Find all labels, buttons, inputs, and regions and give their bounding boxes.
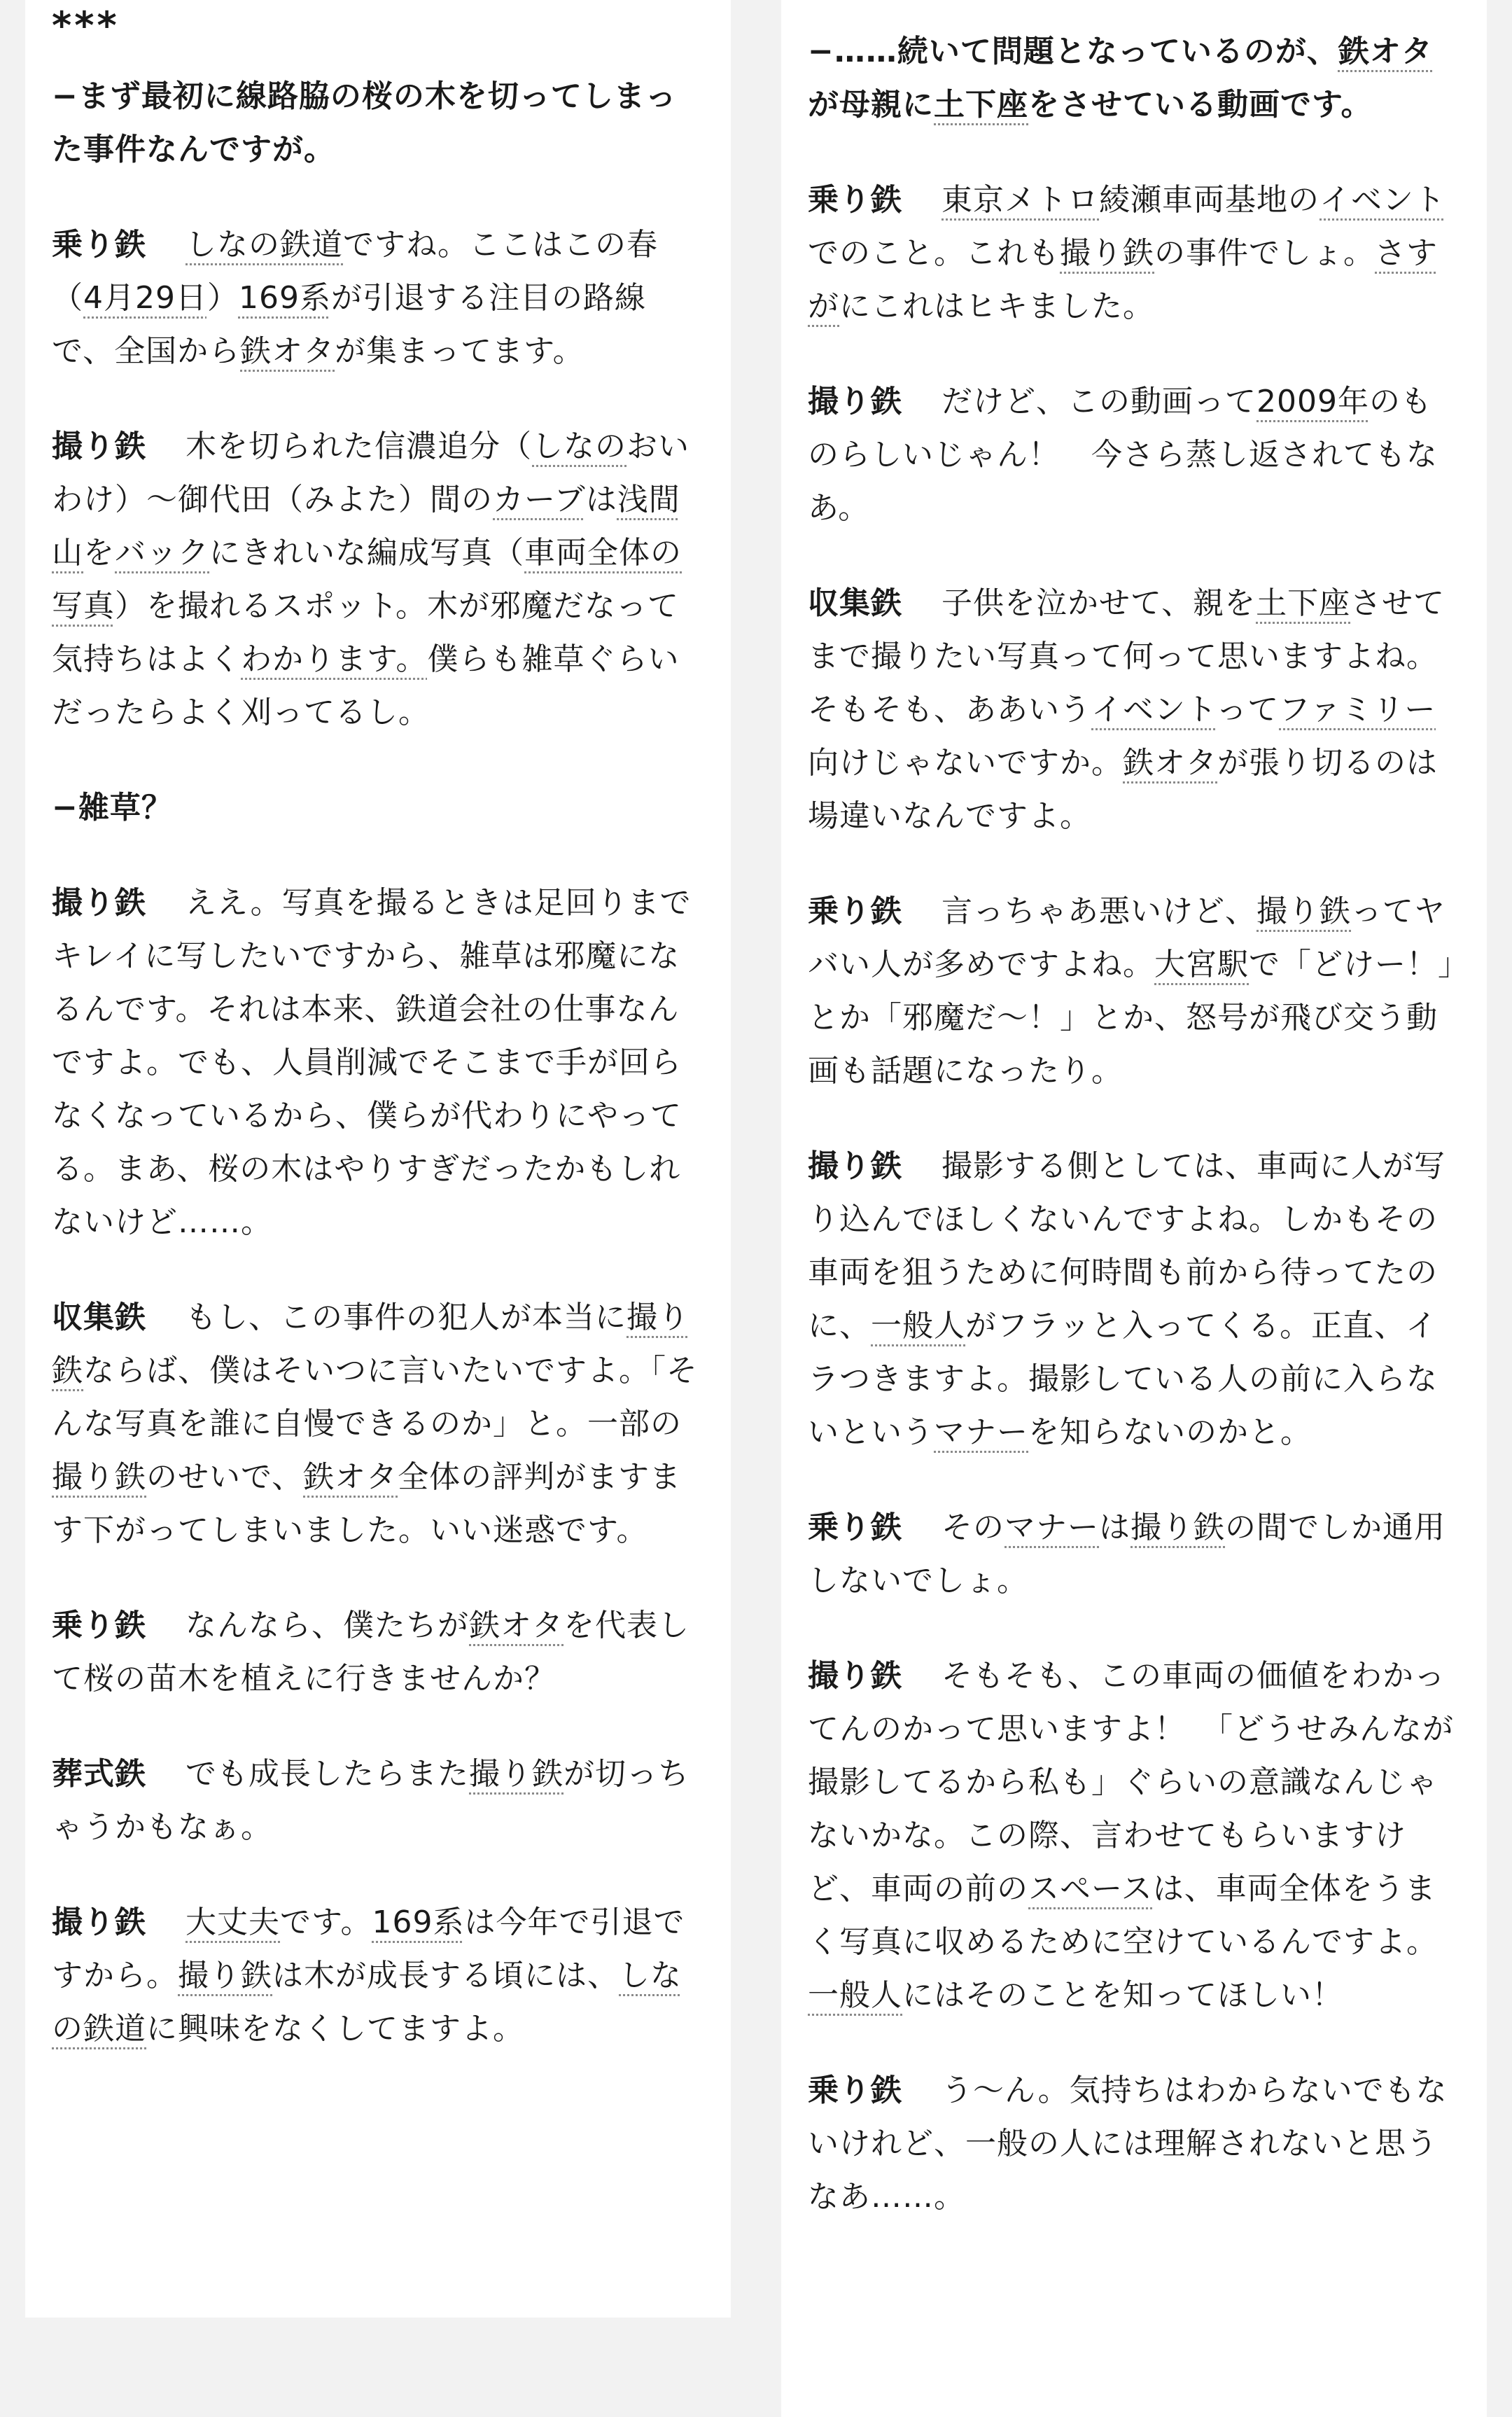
speaker-name: 乗り鉄 [52, 1608, 146, 1643]
paragraph-text: を代表して桜の苗木を植えに行きませんか？ [52, 1608, 690, 1697]
speaker-name: 撮り鉄 [808, 1148, 902, 1184]
paragraph-text: は [585, 482, 617, 517]
speaker-paragraph [808, 375, 1460, 535]
speaker-name: 乗り鉄 [52, 227, 146, 263]
paragraph-text: 綾瀬車両基地の [1099, 182, 1320, 218]
keyword-link[interactable]: さすが [808, 235, 1438, 324]
paragraph-text: です。 [280, 1904, 372, 1940]
paragraph-text: にはそのことを知ってほしい！ [902, 1977, 1343, 2013]
keyword-link[interactable]: 大丈夫 [186, 1904, 280, 1940]
keyword-link[interactable]: 撮り鉄 [52, 1459, 146, 1495]
keyword-link[interactable]: 車両全体の写真 [52, 535, 682, 624]
paragraph-text: ええ。写真を撮るときは足回りまでキレイに写したいですから、雑草は邪魔になるんです。それは本来、鉄道会社の仕事なんですよ。でも、人員削減でそこまで手が回らなくなっているから、僕らが代わりにやってる。まあ、桜の木はやりすぎだったかもしれないけど……。 [52, 885, 692, 1240]
paragraph-text: 全体の評判がますます下がってしまいました。いい迷惑です。 [52, 1459, 682, 1548]
keyword-link[interactable]: 鉄オタ [303, 1459, 398, 1495]
left-column [25, 0, 731, 2318]
speaker-paragraph [808, 1501, 1460, 1608]
keyword-link[interactable]: 土下座 [934, 87, 1028, 123]
speaker-paragraph [52, 877, 704, 1249]
section-divider: *** [52, 4, 120, 48]
paragraph-text: だけど、この動画って [941, 384, 1256, 419]
keyword-link[interactable]: 2009年 [1256, 384, 1369, 419]
keyword-link[interactable]: 撮り鉄 [1130, 1510, 1225, 1545]
speaker-name: 撮り鉄 [52, 429, 146, 464]
keyword-link[interactable]: スペース [1028, 1871, 1153, 1907]
keyword-link[interactable]: ファミリー [1279, 692, 1436, 727]
paragraph-text: その [941, 1510, 1004, 1545]
speaker-paragraph [52, 218, 704, 378]
paragraph-text: 僕らも雑草ぐらいだったらよく刈ってるし。 [52, 641, 680, 730]
speaker-paragraph [808, 577, 1460, 843]
keyword-link[interactable]: カーブ [493, 482, 586, 517]
right-column [781, 0, 1487, 2417]
keyword-link[interactable]: 土下座 [1256, 585, 1351, 621]
keyword-link[interactable]: 一般人 [808, 1977, 902, 2013]
paragraph-text: もし、この事件の犯人が本当に [186, 1300, 626, 1335]
keyword-link[interactable]: イベント [1091, 692, 1217, 727]
keyword-link[interactable]: バック [115, 535, 209, 571]
keyword-link[interactable]: 鉄オタ [1123, 745, 1217, 781]
paragraph-text: は木が成長する頃には、 [272, 1958, 619, 1993]
speaker-paragraph [52, 1896, 704, 2056]
paragraph-text: が集まってます。 [335, 333, 584, 369]
speaker-name: 撮り鉄 [808, 384, 902, 419]
speaker-paragraph [52, 1748, 704, 1854]
speaker-name: 撮り鉄 [52, 1904, 146, 1940]
left-column-body [52, 70, 704, 2056]
paragraph-text: を知らないのかと。 [1028, 1414, 1312, 1450]
paragraph-text: させてまで撮りたい写真って何って思いますよね。そもそも、ああいう [808, 585, 1446, 727]
paragraph-text: −雑草？ [52, 790, 173, 826]
speaker-name: 乗り鉄 [808, 1510, 902, 1545]
paragraph-text: が切っちゃうかもなぁ。 [52, 1756, 690, 1845]
keyword-link[interactable]: 鉄オタ [240, 333, 335, 369]
paragraph-text: が母親に [808, 87, 934, 123]
speaker-paragraph [808, 2064, 1460, 2224]
paragraph-text: う〜ん。気持ちはわからないでもないけれど、一般の人には理解されないと思うなあ……。 [808, 2073, 1448, 2215]
speaker-name: 乗り鉄 [808, 2073, 902, 2108]
paragraph-text: おいわけ）〜御代田（みよた）間の [52, 429, 690, 517]
paragraph-text: ）を撮れるスポット。木が邪魔だなって気持ちはよく [52, 588, 680, 677]
right-column-body [808, 0, 1460, 2224]
paragraph-text: 撮影する側としては、車両に人が写り込んでほしくないんですよね。しかもその車両を狙うために何時間も前から待ってたのに、 [808, 1148, 1446, 1344]
paragraph-text: に興味をなくしてますよ。 [146, 2011, 524, 2047]
keyword-link[interactable]: わかります。 [241, 641, 428, 677]
keyword-link[interactable]: 鉄オタ [469, 1608, 564, 1643]
keyword-link[interactable]: 撮り鉄 [1060, 235, 1154, 271]
paragraph-text: 子供を泣かせて、親を [941, 585, 1256, 621]
interviewer-question [52, 70, 704, 176]
paragraph-text: が張り切るのは場違いなんですよ。 [808, 745, 1438, 834]
paragraph-text: が引退する注目の路線で、全国から [52, 280, 646, 369]
paragraph-text: ） [206, 280, 239, 316]
speaker-paragraph [52, 1291, 704, 1557]
keyword-link[interactable]: しなの鉄道 [186, 227, 343, 263]
paragraph-text: の間でしか通用しないでしょ。 [808, 1510, 1446, 1598]
paragraph-text: でのこと。これも [808, 235, 1060, 271]
keyword-link[interactable]: 撮り鉄 [1256, 893, 1351, 929]
speaker-paragraph [808, 885, 1460, 1098]
keyword-link[interactable]: 鉄オタ [1338, 34, 1433, 69]
speaker-paragraph [808, 1140, 1460, 1459]
keyword-link[interactable]: 一般人 [871, 1308, 965, 1344]
paragraph-text: って [1216, 692, 1280, 727]
paragraph-text: のせいで、 [146, 1459, 304, 1495]
paragraph-text: 木を切られた信濃追分（ [186, 429, 532, 464]
paragraph-text: 言っちゃあ悪いけど、 [941, 893, 1256, 929]
paragraph-text: でも成長したらまた [186, 1756, 469, 1792]
keyword-link[interactable]: イベント [1320, 182, 1446, 218]
paragraph-text: −まず最初に線路脇の桜の木を切ってしまった事件なんですが。 [52, 78, 677, 167]
speaker-paragraph [808, 1650, 1460, 2022]
speaker-name: 撮り鉄 [808, 1658, 902, 1694]
speaker-name: 乗り鉄 [808, 893, 902, 929]
keyword-link[interactable]: 撮り鉄 [52, 1300, 690, 1388]
paragraph-text: なんなら、僕たちが [186, 1608, 469, 1643]
keyword-link[interactable]: 東京メトロ [941, 182, 1099, 218]
keyword-link[interactable]: しなの [532, 429, 626, 464]
paragraph-text: を [83, 535, 115, 571]
paragraph-text: にきれいな編成写真（ [209, 535, 524, 571]
speaker-paragraph [52, 420, 704, 739]
paragraph-text: をさせている動画です。 [1028, 87, 1373, 123]
speaker-paragraph [52, 1599, 704, 1706]
keyword-link[interactable]: 撮り鉄 [469, 1756, 564, 1792]
keyword-link[interactable]: 浅間山 [52, 482, 680, 571]
speaker-name: 収集鉄 [52, 1300, 146, 1335]
paragraph-text: そもそも、この車両の価値をわかってんのかって思いますよ！ 「どうせみんなが撮影してるから私も」ぐらいの意識なんじゃないかな。この際、言わせてもらいますけど、車両の前の [808, 1658, 1454, 1907]
keyword-link[interactable]: 大宮駅 [1154, 947, 1249, 982]
paragraph-text: のものらしいじゃん！ 今さら蒸し返されてもなあ。 [808, 384, 1438, 526]
paragraph-text: ならば、僕はそいつに言いたいですよ。「そんな写真を誰に自慢できるのか」と。一部の [52, 1353, 698, 1442]
speaker-name: 撮り鉄 [52, 885, 146, 921]
keyword-link[interactable]: 4月29日 [83, 280, 207, 316]
speaker-name: 乗り鉄 [808, 182, 902, 218]
paragraph-text: は [1099, 1510, 1130, 1545]
paragraph-text: ってヤバい人が多めですよね。 [808, 893, 1446, 982]
speaker-name: 収集鉄 [808, 585, 902, 621]
paragraph-text: 向けじゃないですか。 [808, 745, 1123, 781]
paragraph-text: は、車両全体をうまく写真に収めるために空けているんですよ。 [808, 1871, 1438, 1960]
paragraph-text: ですね。ここはこの春（ [52, 227, 658, 316]
keyword-link[interactable]: 169系 [238, 280, 331, 316]
paragraph-text: は今年で引退ですから。 [52, 1904, 685, 1993]
paragraph-text: にこれはヒキました。 [839, 288, 1154, 324]
keyword-link[interactable]: マナー [934, 1414, 1028, 1450]
paragraph-text: がフラッと入ってくる。正直、イラつきますよ。撮影している人の前に入らないという [808, 1308, 1438, 1450]
speaker-name: 葬式鉄 [52, 1756, 146, 1792]
keyword-link[interactable]: しなの鉄道 [52, 1958, 682, 2047]
interviewer-question [808, 25, 1460, 132]
keyword-link[interactable]: 169系 [372, 1904, 465, 1940]
keyword-link[interactable]: 撮り鉄 [178, 1958, 272, 1993]
paragraph-text: −……続いて問題となっているのが、 [808, 34, 1338, 69]
interviewer-question [52, 781, 704, 835]
keyword-link[interactable]: マナー [1004, 1510, 1099, 1545]
speaker-paragraph [808, 174, 1460, 333]
paragraph-text: の事件でしょ。 [1154, 235, 1375, 271]
paragraph-text: で「どけー！」とか「邪魔だ〜！」とか、怒号が飛び交う動画も話題になったり。 [808, 947, 1454, 1089]
